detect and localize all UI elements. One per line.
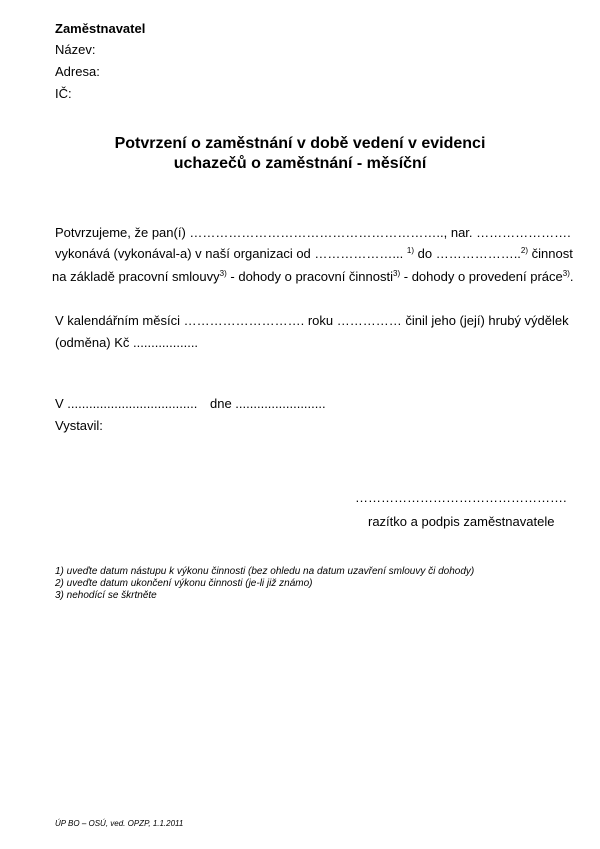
confirmation-line-period <box>55 246 573 261</box>
footnote-ref-3c: 3) <box>562 269 570 278</box>
monthly-earnings-line: V kalendářním měsíci ………………………. roku …………… činil jeho (její) hrubý výdělek <box>55 313 569 328</box>
period-to-text: do ……………….. <box>417 246 521 261</box>
footnote-ref-2: 2) <box>520 246 529 255</box>
confirmation-line-person: Potvrzujeme, že pan(í) ………………………………………………….., nar. …………………. <box>55 225 571 240</box>
employer-name-label: Název: <box>55 42 96 57</box>
footnote-1: 1) uveďte datum nástupu k výkonu činnosti (bez ohledu na datum uzavření smlouvy či dohody) <box>55 566 475 577</box>
footnote-ref-1: 1) <box>406 246 414 255</box>
remuneration-line: (odměna) Kč .................. <box>55 335 199 350</box>
signature-label: razítko a podpis zaměstnavatele <box>368 514 555 529</box>
place-field: V .................................... <box>55 396 198 411</box>
footnote-2: 2) uveďte datum ukončení výkonu činnosti (je-li již známo) <box>55 578 313 589</box>
confirmation-line-contract <box>52 269 574 284</box>
period-from-text: vykonává (vykonával-a) v naší organizaci od ………………... <box>55 246 404 261</box>
document-title-line2: uchazečů o zaměstnání - měsíční <box>173 155 427 172</box>
employer-id-label: IČ: <box>55 86 72 101</box>
activity-text: činnost <box>531 246 573 261</box>
contract-work-activity-text: - dohody o pracovní činnosti <box>230 269 394 284</box>
footnote-3: 3) nehodící se škrtněte <box>55 590 157 601</box>
employer-heading: Zaměstnavatel <box>55 21 146 36</box>
contract-line-period: . <box>569 269 574 284</box>
signature-line: …………………………………………. <box>355 490 567 505</box>
issued-by-label: Vystavil: <box>55 418 103 433</box>
date-field: dne ......................... <box>210 396 326 411</box>
footnote-ref-3b: 3) <box>393 269 401 278</box>
contract-employment-text: na základě pracovní smlouvy <box>52 269 220 284</box>
employer-address-label: Adresa: <box>55 64 100 79</box>
footnote-ref-3a: 3) <box>219 269 227 278</box>
contract-work-performance-text: - dohody o provedení práce <box>403 269 563 284</box>
document-title-line1: Potvrzení o zaměstnání v době vedení v evidenci <box>114 135 486 152</box>
document-footer: ÚP BO – OSÚ, ved. OPZP, 1.1.2011 <box>55 819 184 828</box>
